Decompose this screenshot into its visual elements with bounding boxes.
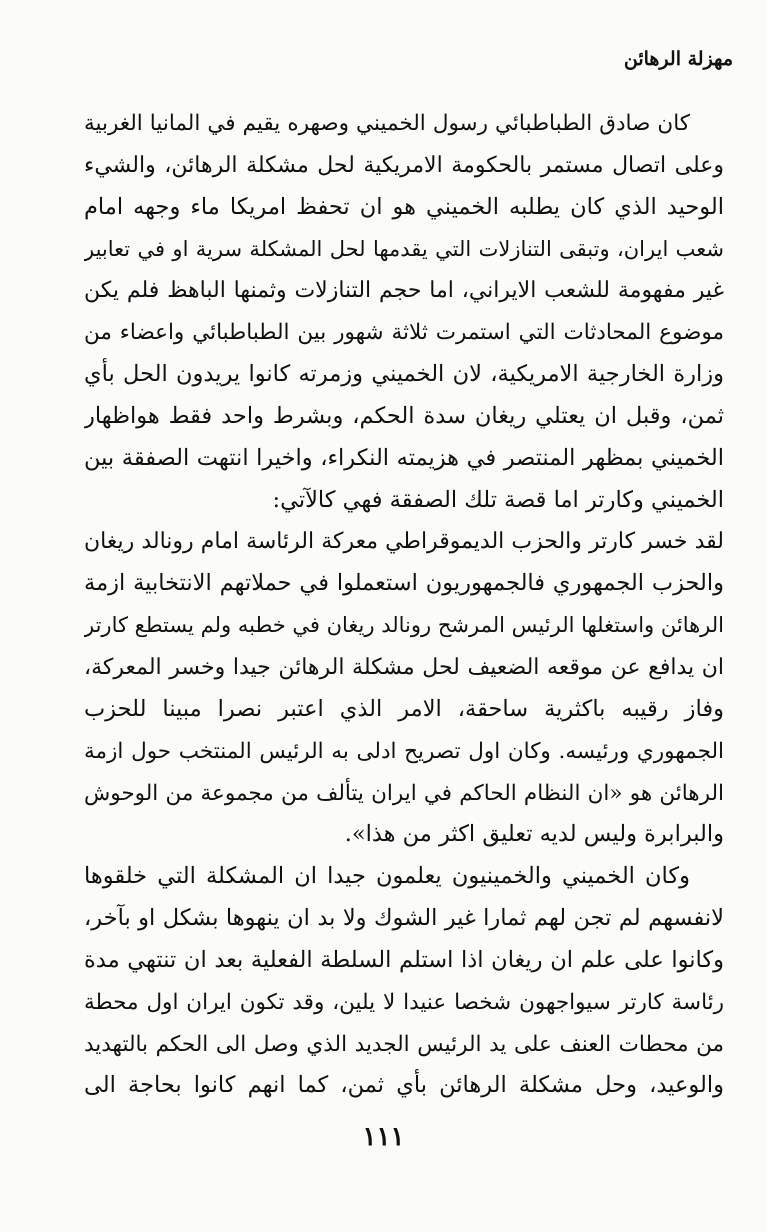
text-line: ثمن، وقبل ان يعتلي ريغان سدة الحكم، وبشرط واحد فقط هواظهار [84,402,724,429]
text-line: شعب ايران، وتبقى التنازلات التي يقدمها لحل المشكلة سرية او في تعابير [84,236,724,261]
text-line: ان يدافع عن موقعه الضعيف لحل مشكلة الرهائن جيدا وخسر المعركة، [84,654,724,680]
text-line: وكانوا على علم ان ريغان اذا استلم السلطة الفعلية بعد ان تنتهي مدة [84,946,724,973]
text-line: والوعيد، وحل مشكلة الرهائن بأي ثمن، كما انهم كانوا بحاجة الى [84,1072,724,1099]
text-line: لانفسهم لم تجن لهم ثمارا غير الشوك ولا بد ان ينهوها بشكل او بآخر، [84,905,724,932]
text-line: من محطات العنف على يد الرئيس الجديد الذي وصل الى الحكم بالتهديد [84,1031,724,1057]
page-number: ١١١ [362,1122,405,1152]
text-line: غير مفهومة للشعب الايراني، اما حجم التنازلات وثمنها الباهظ فلم يكن [84,278,724,304]
text-line: الجمهوري ورئيسه. وكان اول تصريح ادلى به الرئيس المنتخب حول ازمة [84,738,724,764]
text-line: لقد خسر كارتر والحزب الديموقراطي معركة الرئاسة امام رونالد ريغان [84,529,724,555]
text-line: وعلى اتصال مستمر بالحكومة الامريكية لحل مشكلة الرهائن، والشيء [84,152,724,178]
text-line: وكان الخميني والخمينيون يعلمون جيدا ان المشكلة التي خلقوها [84,863,690,890]
text-line: وفاز رقيبه باكثرية ساحقة، الامر الذي اعتبر نصرا مبينا للحزب [84,695,724,722]
text-line: الخميني بمظهر المنتصر في هزيمته النكراء، واخيرا انتهت الصفقة بين [84,444,724,471]
text-line: والحزب الجمهوري فالجمهوريون استعملوا في حملاتهم الانتخابية ازمة [84,570,724,597]
text-line: والبرابرة وليس لديه تعليق اكثر من هذا». [344,821,724,848]
body-text [84,103,724,1107]
text-line: الخميني وكارتر اما قصة تلك الصفقة فهي كالآتي: [272,486,724,513]
text-line: موضوع المحادثات التي استمرت ثلاثة شهور بين الطباطبائي واعضاء من [84,320,724,346]
text-line: وزارة الخارجية الامريكية، لان الخميني وزمرته كانوا يريدون الحل بأي [84,361,724,388]
running-head: مهزلة الرهائن [623,48,733,70]
text-line: الرهائن هو «ان النظام الحاكم في ايران يتألف من مجموعة من الوحوش [84,780,724,806]
text-line: الوحيد الذي كان يطلبه الخميني هو ان تحفظ امريكا ماء وجهه امام [84,193,724,220]
text-line: الرهائن واستغلها الرئيس المرشح رونالد ريغان في خطبه ولم يستطع كارتر [84,613,724,638]
text-line: رئاسة كارتر سيواجهون شخصا عنيدا لا يلين، وقد تكون ايران اول محطة [84,989,724,1015]
text-line: كان صادق الطباطبائي رسول الخميني وصهره يقيم في المانيا الغربية [84,111,690,136]
